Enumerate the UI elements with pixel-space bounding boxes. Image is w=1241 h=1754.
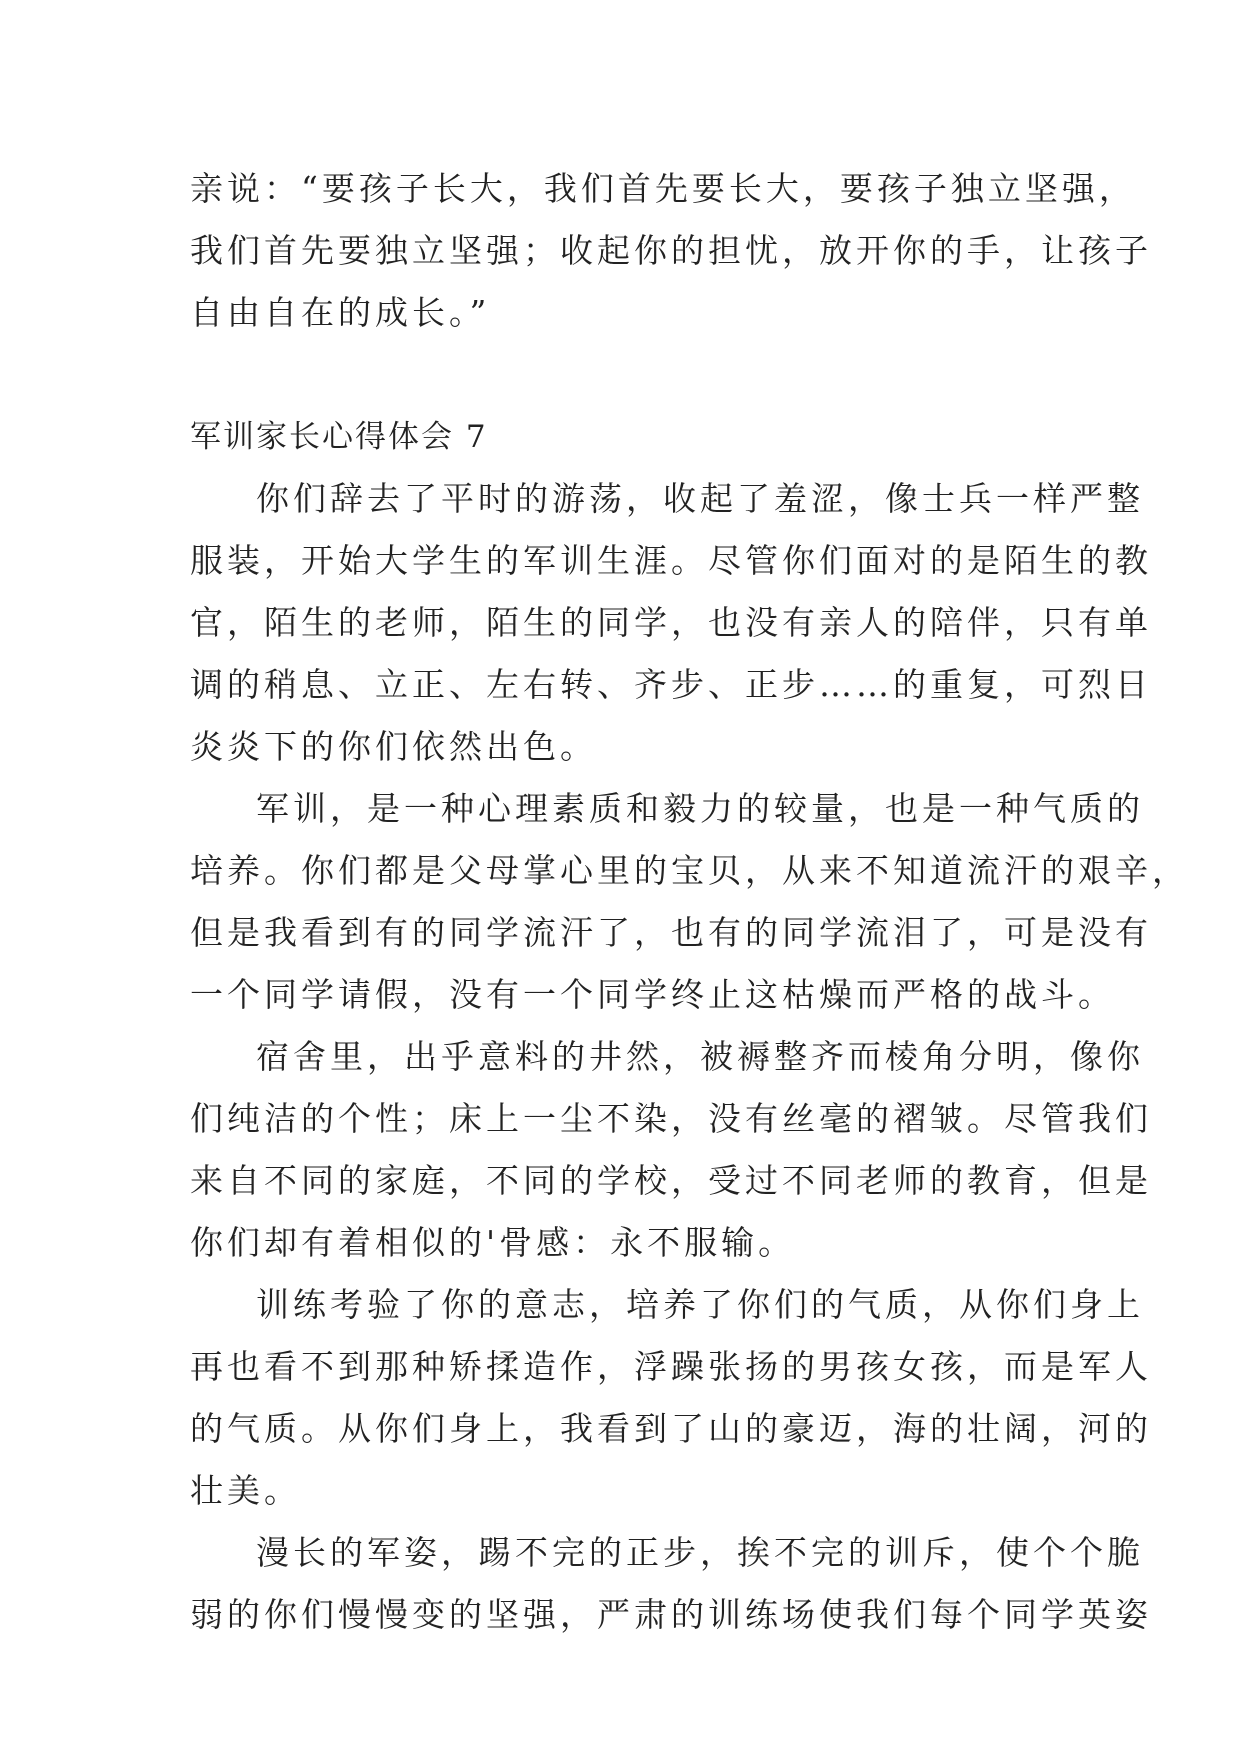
- paragraph-line: 训练考验了你的意志，培养了你们的气质，从你们身上: [256, 1285, 1144, 1324]
- paragraph-line: 漫长的军姿，踢不完的正步，挨不完的训斥，使个个脆: [256, 1533, 1144, 1572]
- intro-line: 我们首先要独立坚强；收起你的担忧，放开你的手，让孩子: [190, 231, 1152, 270]
- paragraph-line: 军训，是一种心理素质和毅力的较量，也是一种气质的: [256, 789, 1144, 828]
- paragraph-line: 你们辞去了平时的游荡，收起了羞涩，像士兵一样严整: [256, 479, 1144, 518]
- paragraph-line: 调的稍息、立正、左右转、齐步、正步……的重复，可烈日: [190, 665, 1152, 704]
- paragraph-line: 但是我看到有的同学流汗了，也有的同学流泪了，可是没有: [190, 913, 1152, 952]
- paragraph-line: 培养。你们都是父母掌心里的宝贝，从来不知道流汗的艰辛，: [190, 851, 1189, 890]
- paragraph-line: 宿舍里，出乎意料的井然，被褥整齐而棱角分明，像你: [256, 1037, 1144, 1076]
- paragraph-line: 壮美。: [190, 1471, 301, 1510]
- intro-line: 亲说：“要孩子长大，我们首先要长大，要孩子独立坚强，: [190, 169, 1136, 208]
- paragraph-line: 的气质。从你们身上，我看到了山的豪迈，海的壮阔，河的: [190, 1409, 1152, 1448]
- paragraph-line: 你们却有着相似的'骨感：永不服输。: [190, 1223, 796, 1262]
- blank-line: [190, 344, 1050, 406]
- paragraph-line: 弱的你们慢慢变的坚强，严肃的训练场使我们每个同学英姿: [190, 1595, 1152, 1634]
- paragraph-line: 服装，开始大学生的军训生涯。尽管你们面对的是陌生的教: [190, 541, 1152, 580]
- paragraph-line: 官，陌生的老师，陌生的同学，也没有亲人的陪伴，只有单: [190, 603, 1152, 642]
- paragraph-line: 们纯洁的个性；床上一尘不染，没有丝毫的褶皱。尽管我们: [190, 1099, 1152, 1138]
- document-page: [190, 158, 1189, 1646]
- paragraph-line: 一个同学请假，没有一个同学终止这枯燥而严格的战斗。: [190, 975, 1115, 1014]
- paragraph-line: 炎炎下的你们依然出色。: [190, 727, 597, 766]
- intro-line: 自由自在的成长。”: [190, 293, 491, 332]
- section-title: 军训家长心得体会 7: [190, 419, 488, 455]
- paragraph-line: 来自不同的家庭，不同的学校，受过不同老师的教育，但是: [190, 1161, 1152, 1200]
- paragraph-line: 再也看不到那种矫揉造作，浮躁张扬的男孩女孩，而是军人: [190, 1347, 1152, 1386]
